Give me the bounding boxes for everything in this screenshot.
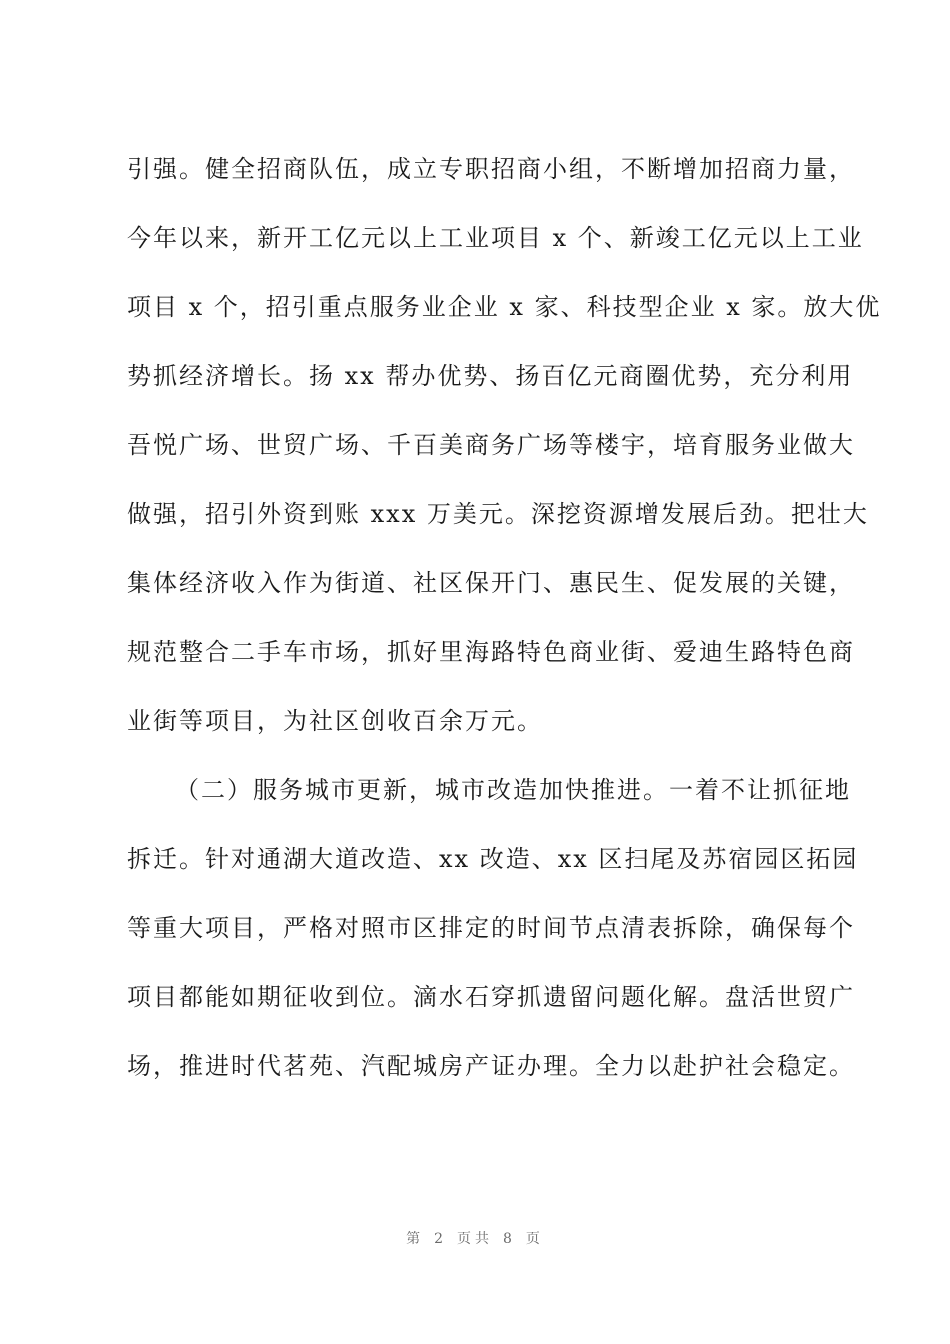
- footer-page-number: 2: [434, 1231, 447, 1247]
- text-line: 引强。健全招商队伍，成立专职招商小组，不断增加招商力量，: [127, 155, 855, 183]
- page-footer: [0, 1229, 950, 1249]
- text-line: 做强，招引外资到账 xxx 万美元。深挖资源增发展后劲。把壮大: [127, 500, 869, 528]
- text-line: 业街等项目，为社区创收百余万元。: [127, 707, 543, 735]
- text-line: 今年以来，新开工亿元以上工业项目 x 个、新竣工亿元以上工业: [127, 224, 864, 252]
- footer-page-prefix: 第: [406, 1231, 425, 1247]
- text-line: 项目都能如期征收到位。滴水石穿抓遗留问题化解。盘活世贸广: [127, 983, 855, 1011]
- section-heading-line: （二）服务城市更新，城市改造加快推进。一着不让抓征地: [175, 776, 851, 804]
- body-text: [127, 149, 882, 1115]
- text-line: 势抓经济增长。扬 xx 帮办优势、扬百亿元商圈优势，充分利用: [127, 362, 854, 390]
- text-line: 吾悦广场、世贸广场、千百美商务广场等楼宇，培育服务业做大: [127, 431, 855, 459]
- text-line: 拆迁。针对通湖大道改造、xx 改造、xx 区扫尾及苏宿园区拓园: [127, 845, 859, 873]
- footer-page-suffix: 页: [525, 1231, 544, 1247]
- text-line: 规范整合二手车市场，抓好里海路特色商业街、爱迪生路特色商: [127, 638, 855, 666]
- footer-total-pages: 8: [503, 1231, 516, 1247]
- text-line: 等重大项目，严格对照市区排定的时间节点清表拆除，确保每个: [127, 914, 855, 942]
- text-line: 集体经济收入作为街道、社区保开门、惠民生、促发展的关键，: [127, 569, 855, 597]
- text-line: 场，推进时代茗苑、汽配城房产证办理。全力以赴护社会稳定。: [127, 1052, 855, 1080]
- text-line: 项目 x 个，招引重点服务业企业 x 家、科技型企业 x 家。放大优: [127, 293, 882, 321]
- footer-page-middle: 页共: [457, 1231, 493, 1247]
